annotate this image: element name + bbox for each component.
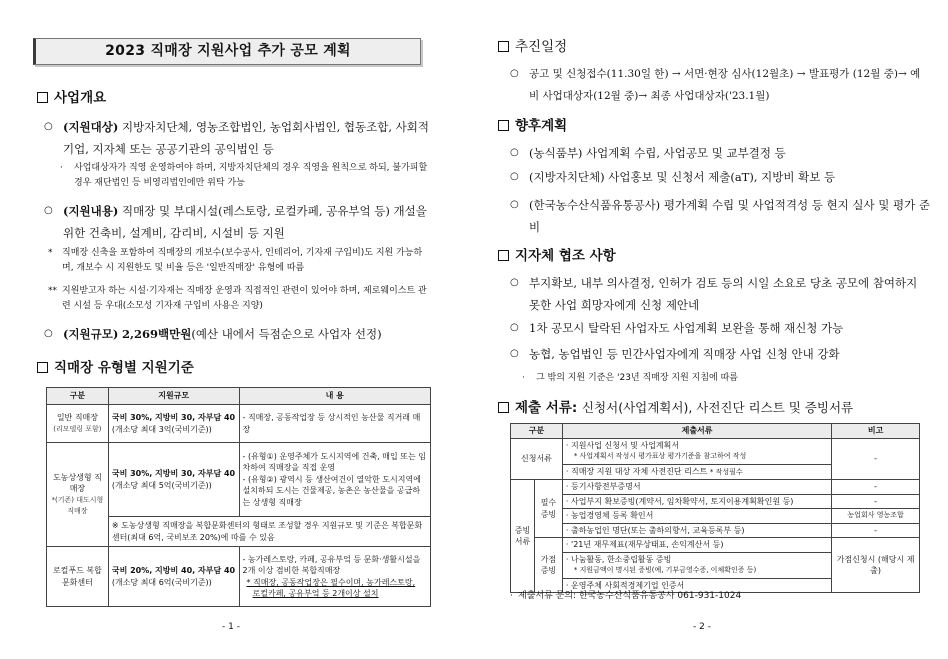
checkbox-square-icon	[498, 120, 509, 131]
table-header: 비고	[832, 424, 920, 439]
table-row	[511, 538, 920, 553]
table-cell: 일반 직매장 (리모델링 포함)	[47, 405, 109, 443]
table-cell: · 출하농업인 명단(또는 출하의향서, 교육등록부 등)	[562, 523, 831, 538]
circle-bullet-icon: ○	[510, 147, 519, 158]
item-future-2: ○ (지방자치단체) 사업홍보 및 신청서 제출(aT), 지방비 확보 등	[510, 166, 930, 188]
table-header: 내 용	[239, 388, 430, 405]
item-coop-1: ○ 부지확보, 내부 의사결정, 인허가 검토 등의 시일 소요로 당초 공모에 참여하지 못한 사업 희망자에게 신청 제안네	[510, 272, 930, 316]
docs-table	[510, 423, 920, 593]
table-cell: · 사업부지 확보증빙(계약서, 임차확약서, 토지이용계획확인원 등)	[562, 494, 831, 509]
table-cell: -	[832, 480, 920, 495]
table-cell: -	[832, 438, 920, 480]
table-row	[47, 547, 431, 607]
circle-bullet-icon: ○	[510, 322, 519, 333]
section-docs: 제출 서류: 신청서(사업계획서), 사전진단 리스트 및 증빙서류	[498, 399, 853, 417]
table-cell: · 직매장 지원 대상 자체 사전진단 리스트 * 작성필수	[562, 464, 831, 480]
section-future: 향후계획	[498, 117, 567, 135]
table-row	[511, 438, 920, 464]
table-cell: - 농가레스토랑, 카페, 공유부엌 등 문화·생활시설을 2개 이상 겸비한 복합직매장 * 직매장, 공동작업장은 필수이며, 농가레스토랑, 로컬카페, 공유부엌 등 2개이상 설치	[239, 547, 430, 607]
circle-bullet-icon: ○	[44, 328, 53, 339]
table-cell: · 등기사항전부증명서	[562, 480, 831, 495]
circle-bullet-icon: ○	[510, 171, 519, 182]
table-header-row	[47, 388, 431, 405]
table-row	[47, 405, 431, 443]
item-target: ○ (지원대상) 지방자치단체, 영농조합법인, 농업회사법인, 협동조합, 사회적기업, 지자체 또는 공공기관의 공익법인 등	[44, 116, 430, 160]
section-criteria: 직매장 유형별 지원기준	[37, 359, 194, 377]
item-future-3: ○ (한국농수산식품유통공사) 평가계획 수립 및 사업적격성 등 현지 실사 및 평가 준비	[510, 194, 930, 238]
item-scale: ○ (지원규모) 2,269백만원(예산 내에서 득점순으로 사업자 선정)	[44, 323, 434, 345]
table-cell: 가점 증빙	[534, 538, 562, 593]
section-coop: 지자체 협조 사항	[498, 247, 616, 265]
table-cell: 국비 30%, 지방비 30, 자부담 40 (개소당 최대 5억(국비기준))	[108, 443, 239, 517]
table-header: 제출서류	[562, 424, 831, 439]
table-row	[511, 523, 920, 538]
table-cell: · '21년 재무제표(재무상태표, 손익계산서 등)	[562, 538, 831, 553]
table-header: 구분	[47, 388, 109, 405]
item-coop-2: ○ 1차 공모시 탈락된 사업자도 사업계획 보완을 통해 재신청 가능	[510, 317, 930, 339]
table-cell: · 나눔활동, 한소중립활동 증빙 * 지원금액이 명시된 증빙(예, 기부금영수증, 이체확인증 등)	[562, 552, 831, 578]
table-cell: -	[832, 523, 920, 538]
circle-bullet-icon: ○	[44, 121, 53, 132]
table-cell: · 지원사업 신청서 및 사업계획서 * 사업계획서 작성시 평가표상 평가기준을 참고하여 작성	[562, 438, 831, 464]
table-cell: 증빙 서류	[511, 480, 535, 593]
circle-bullet-icon: ○	[510, 348, 519, 359]
table-cell: 로컬푸드 복합문화센터	[47, 547, 109, 607]
table-row	[511, 480, 920, 495]
item-schedule: ○ 공고 및 신청접수(11.30일 한) → 서면·현장 심사(12월초) → 발표평가 (12월 중)→ 예비 사업대상자(12월 중)→ 최종 사업대상자('23.1월)	[510, 63, 930, 107]
checkbox-square-icon	[498, 250, 509, 261]
table-cell: 신청서류	[511, 438, 563, 480]
item-future-1: ○ (농식품부) 사업계획 수립, 사업공모 및 교부결정 등	[510, 142, 930, 164]
circle-bullet-icon: ○	[44, 205, 53, 216]
checkbox-square-icon	[498, 402, 509, 413]
note-content-1: * 직매장 신축을 포함하여 직매장의 개보수(보수공사, 인테리어, 기자재 구입비)도 지원 가능하며, 개보수 시 지원한도 및 비율 등은 '일반직매장' 유형에 따름	[48, 248, 423, 273]
item-coop-3: ○ 농협, 농업법인 등 민간사업자에게 직매장 사업 신청 안내 강화	[510, 343, 930, 365]
table-row	[511, 509, 920, 524]
table-header-row	[511, 424, 920, 439]
table-cell: - 직매장, 공동작업장 등 상시적인 농산물 직거래 매장	[239, 405, 430, 443]
circle-bullet-icon: ○	[510, 199, 519, 210]
checkbox-square-icon	[37, 92, 48, 103]
document-title: 2023 직매장 지원사업 추가 공모 계획	[33, 38, 421, 65]
table-header: 지원규모	[108, 388, 239, 405]
section-overview: 사업개요	[37, 89, 106, 107]
table-header: 구분	[511, 424, 563, 439]
table-cell: 도농상생형 직매장 *(기존) 대도시형 직매장	[47, 443, 109, 547]
table-cell: · 운영주체 사회적경제기업 인증서	[562, 578, 831, 593]
section-schedule: 추진일정	[498, 38, 567, 56]
contact-note: · 제출서류 문의: 한국농수산식품유통공사 061-931-1024	[510, 591, 742, 601]
criteria-table	[46, 387, 431, 607]
page-2	[474, 0, 948, 659]
table-cell: -	[832, 494, 920, 509]
table-cell: 농업회사 영농조합	[832, 509, 920, 524]
page-number: - 1 -	[222, 622, 240, 632]
table-cell: - (유형①) 운영주체가 도시지역에 건축, 매입 또는 임차하여 직매장을 직접 운영 - (유형②) 광역시 등 생산여건이 열악한 도시지역에 설치하되 도시는 건물제공, 농촌은 농산물을 공급하는 상생형 직매장	[239, 443, 430, 517]
table-cell: 국비 20%, 지방비 40, 자부담 40 (개소당 최대 6억(국비기준))	[108, 547, 239, 607]
table-row	[47, 443, 431, 517]
table-cell: · 농업경영체 등록 확인서	[562, 509, 831, 524]
item-content: ○ (지원내용) 직매장 및 부대시설(레스토랑, 로컬카페, 공유부엌 등) 개설을 위한 건축비, 설계비, 감리비, 시설비 등 지원	[44, 200, 430, 244]
circle-bullet-icon: ○	[510, 68, 519, 79]
table-row	[511, 494, 920, 509]
circle-bullet-icon: ○	[510, 277, 519, 288]
table-cell: 가점신청시 (해당시 제출)	[832, 538, 920, 593]
note-coop: · 그 밖의 지원 기준은 '23년 직매장 지원 지침에 따름	[522, 373, 739, 383]
table-cell: ※ 도농상생형 직매장을 복합문화센터의 형태로 조성할 경우 지원규모 및 기준은 복합문화센터(최대 6억, 국비보조 20%)에 따를 수 있음	[108, 517, 430, 547]
table-cell: 국비 30%, 지방비 30, 자부담 40 (개소당 최대 3억(국비기준))	[108, 405, 239, 443]
table-cell: 필수 증빙	[534, 480, 562, 538]
checkbox-square-icon	[498, 41, 509, 52]
note-content-2: ** 지원받고자 하는 시설·기자재는 직매장 운영과 직접적인 관련이 있어야 하며, 제로웨이스트 관련 시설 등 우대(소모성 기자재 구입비 사용은 지양)	[48, 286, 427, 311]
page-number: - 2 -	[693, 622, 711, 632]
note-target: · 사업대상자가 직영 운영하여야 하며, 지방자치단체의 경우 직영을 원칙으로 하되, 불가피할 경우 재단법인 등 비영리법인에만 위탁 가능	[60, 163, 428, 188]
checkbox-square-icon	[37, 362, 48, 373]
